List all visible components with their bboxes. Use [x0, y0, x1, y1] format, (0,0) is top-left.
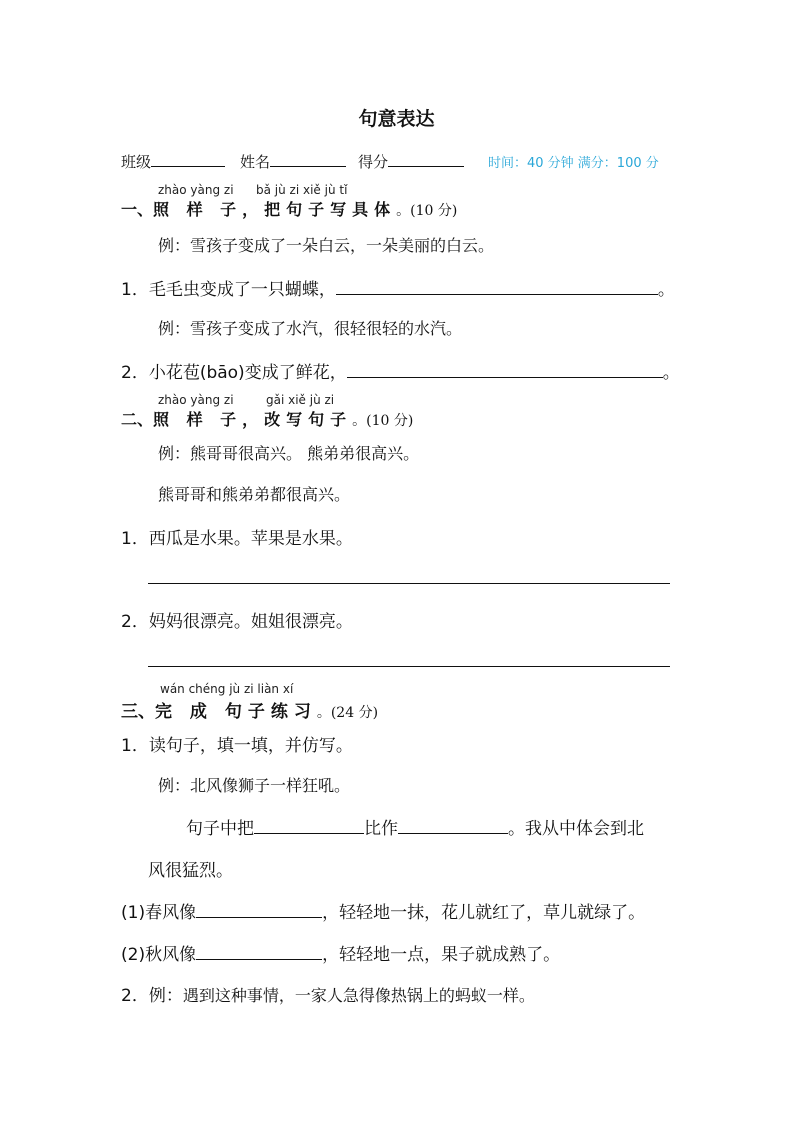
section3-q2-example: 遇到这种事情，一家人急得像热锅上的蚂蚁一样。	[182, 986, 535, 1005]
section3-fill-line	[186, 814, 644, 839]
section2-title: 照 样 子，改写句子	[153, 410, 353, 429]
section1-q1-text: 1．毛毛虫变成了一只蝴蝶，	[121, 280, 336, 300]
section1-pinyin-a: zhào yàng zi	[158, 183, 234, 197]
section2-q2: 2．妈妈很漂亮。姐姐很漂亮。	[121, 612, 353, 632]
fill-text-a: 句子中把	[186, 819, 254, 839]
name-blank	[270, 150, 346, 167]
section1-q1-blank	[336, 278, 658, 295]
section3-q2-number: 2．例：	[121, 986, 183, 1006]
section1-q2-blank	[347, 361, 663, 378]
section1-q2-end: 。	[662, 363, 680, 383]
section2-q2-answer-line	[148, 666, 670, 667]
section2-points: 。(10 分)	[352, 413, 414, 429]
section2-number: 二、	[121, 410, 154, 429]
section3-sentence1	[121, 898, 645, 923]
section2-q1: 1．西瓜是水果。苹果是水果。	[121, 529, 353, 549]
sentence1-end: ，轻轻地一抹，花儿就红了，草儿就绿了。	[322, 903, 646, 923]
section3-pinyin: wán chéng jù zi liàn xí	[160, 682, 294, 696]
section3-points: 。(24 分)	[316, 705, 379, 721]
section1-title: 照 样 子，把句子写具体	[153, 200, 397, 219]
section2-example-line1: 例：熊哥哥很高兴。 熊弟弟很高兴。	[158, 444, 420, 463]
section2-q1-answer-line	[148, 583, 670, 584]
section3-example: 例：北风像狮子一样狂吼。	[158, 776, 351, 795]
page-title: 句意表达	[358, 108, 435, 130]
section2-pinyin-a: zhào yàng zi	[158, 393, 234, 407]
sentence2-blank	[196, 943, 322, 960]
section3-heading	[121, 697, 378, 722]
name-label: 姓名	[240, 153, 271, 171]
section1-example1: 例：雪孩子变成了一朵白云，一朵美丽的白云。	[158, 236, 495, 255]
section1-q2	[121, 358, 680, 383]
section3-q2	[121, 981, 535, 1006]
section3-number: 三、	[121, 702, 155, 722]
section1-q2-text: 2．小花苞(bāo)变成了鲜花，	[121, 363, 347, 383]
score-field	[358, 150, 464, 172]
section3-q1: 1．读句子，填一填，并仿写。	[121, 736, 353, 756]
section3-sentence2	[121, 940, 560, 965]
section1-points: 。(10 分)	[396, 203, 458, 219]
score-label: 得分	[358, 153, 389, 171]
section3-fill-continuation: 风很猛烈。	[148, 861, 233, 881]
sentence1-start: (1)春风像	[121, 903, 197, 923]
fill-text-b: 比作	[364, 819, 398, 839]
fill-text-c: 。我从中体会到北	[508, 819, 644, 839]
section2-example-line2: 熊哥哥和熊弟弟都很高兴。	[158, 485, 351, 504]
sentence1-blank	[196, 901, 322, 918]
class-field	[121, 150, 225, 172]
section1-q1	[121, 275, 675, 300]
score-blank	[388, 150, 464, 167]
fill-blank-1	[254, 817, 364, 834]
section1-heading	[121, 197, 457, 220]
section3-title: 完 成 句子练习	[155, 702, 317, 722]
time-info: 时间：40 分钟 满分：100 分	[488, 156, 659, 171]
name-field	[240, 150, 346, 172]
class-label: 班级	[121, 153, 152, 171]
section1-q1-end: 。	[657, 280, 675, 300]
fill-blank-2	[398, 817, 508, 834]
section1-example2: 例：雪孩子变成了水汽，很轻很轻的水汽。	[158, 319, 463, 338]
section2-pinyin-b: gǎi xiě jù zi	[266, 393, 335, 407]
section2-heading	[121, 407, 413, 430]
sentence2-end: ，轻轻地一点，果子就成熟了。	[322, 945, 561, 965]
section1-number: 一、	[121, 200, 154, 219]
section1-pinyin-b: bǎ jù zi xiě jù tǐ	[256, 183, 348, 197]
class-blank	[151, 150, 225, 167]
sentence2-start: (2)秋风像	[121, 945, 197, 965]
